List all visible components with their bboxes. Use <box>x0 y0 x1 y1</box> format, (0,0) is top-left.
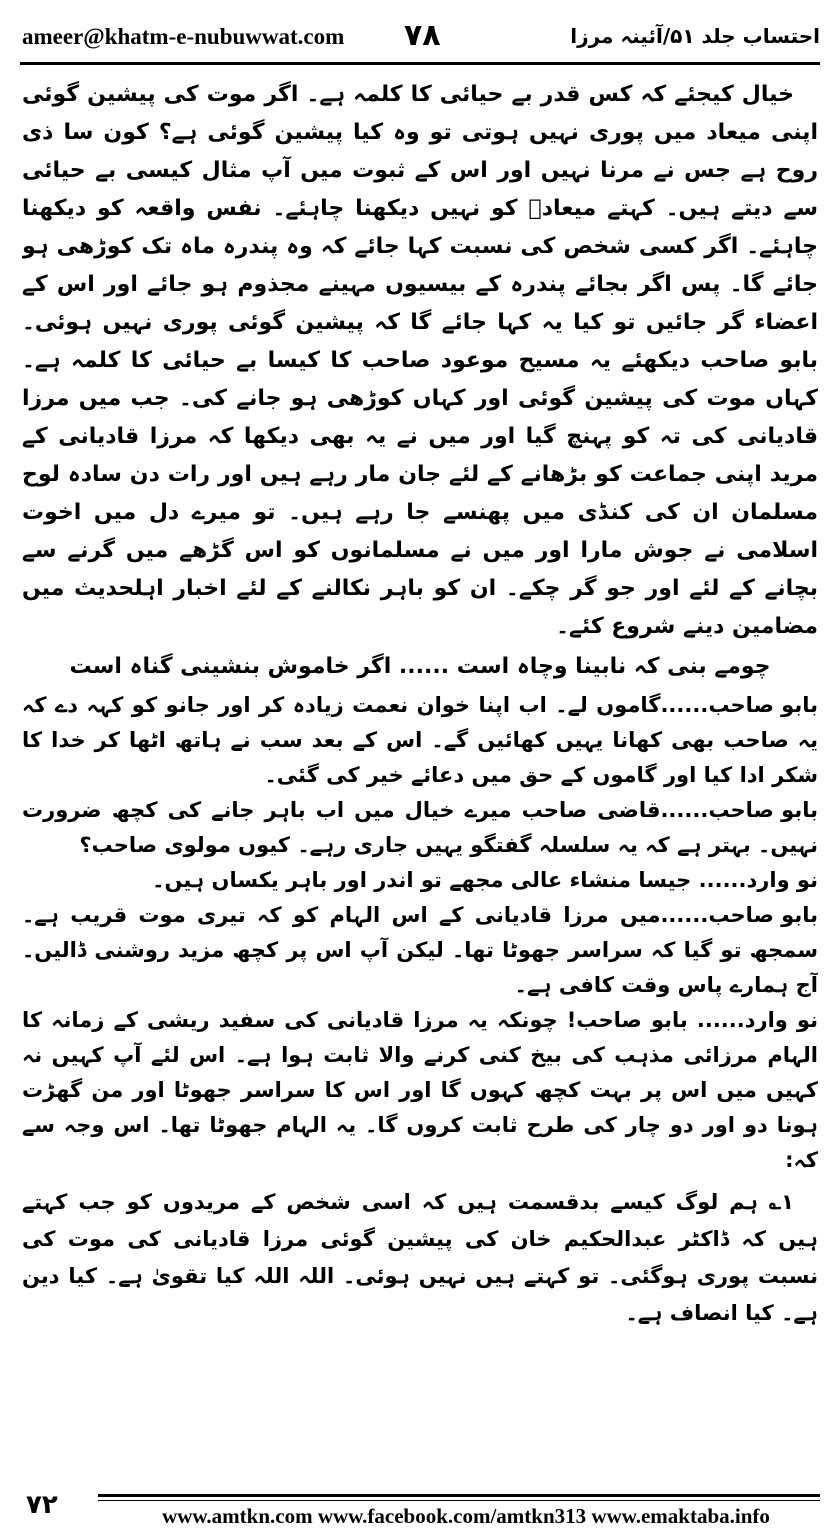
header-rule <box>20 62 820 65</box>
dialogue-speaker: بابو صاحب...... <box>660 798 818 822</box>
page-header <box>22 14 820 58</box>
footer-rule-thin <box>98 1500 820 1501</box>
footer-page-number: ۷۲ <box>26 1490 58 1520</box>
dialogue-line <box>22 793 818 863</box>
dialogue-line <box>22 688 818 793</box>
dialogue-line <box>22 898 818 1003</box>
dialogue-text: میں مرزا قادیانی کے اس الہام کو کہ تیری موت قریب ہے۔ سمجھ تو گیا کہ سراسر جھوٹا تھا۔ لیکن آپ اس پر کچھ مزید روشنی ڈالیں۔ آج ہمارے پاس وقت کافی ہے۔ <box>22 903 818 997</box>
dialogue-line <box>22 1003 818 1178</box>
dialogue-speaker: نو وارد...... <box>698 868 818 892</box>
dialogue-speaker: بابو صاحب...... <box>660 903 818 927</box>
footer-links: www.amtkn.com www.facebook.com/amtkn313 www.emaktaba.info <box>162 1504 770 1528</box>
dialogue-speaker: نو وارد...... <box>696 1008 818 1032</box>
footer-rule-thick <box>98 1494 820 1497</box>
dialogue-speaker: بابو صاحب...... <box>660 693 818 717</box>
page-body <box>22 76 818 1448</box>
header-title: احتساب جلد ۵۱/آئینہ مرزا <box>570 24 820 48</box>
dialogue-text: جیسا منشاء عالی مجھے تو اندر اور باہر یکساں ہیں۔ <box>152 868 692 892</box>
footnote-text: ۱؎ ہم لوگ کیسے بدقسمت ہیں کہ اسی شخص کے مریدوں کو جب کہتے ہیں کہ ڈاکٹر عبدالحکیم خان کی پیشین گوئی مرزا قادیانی کی موت کی نسبت پوری ہوگئی۔ تو کہتے ہیں نہیں ہوئی۔ اللہ اللہ کیا تقویٰ ہے۔ کیا دین ہے۔ کیا انصاف ہے۔ <box>22 1190 818 1325</box>
dialogue-text: قاضی صاحب میرے خیال میں اب باہر جانے کی کچھ ضرورت نہیں۔ بہتر ہے کہ یہ سلسلہ گفتگو یہیں جاری رہے۔ کیوں مولوی صاحب؟ <box>22 798 818 857</box>
persian-verse: چومے بنی کہ نابینا وچاہ است ...... اگر خاموش بنشینی گناہ است <box>69 654 771 679</box>
body-paragraph: خیال کیجئے کہ کس قدر بے حیائی کا کلمہ ہے۔ اگر موت کی پیشین گوئی اپنی میعاد میں پوری نہیں ہوتی تو وہ کیا پیشین گوئی ہے؟ کون سا ذی روح ہے جس نے مرنا نہیں اور اس کے ثبوت میں آپ مثال کیسی بے حیائی سے دیتے ہیں۔ کہتے میعادؔ کو نہیں دیکھنا چاہئے۔ نفس واقعہ کو دیکھنا چاہئے۔ اگر کسی شخص کی نسبت کہا جائے کہ وہ پندرہ ماہ تک کوڑھی ہو جائے گا۔ پس اگر بجائے پندرہ کے بیسیوں مہینے مجذوم ہو جائے اور اس کے اعضاء گر جائیں تو کیا یہ کہا جائے گا کہ پیشین گوئی پوری نہیں ہوئی۔ بابو صاحب دیکھئے یہ مسیح موعود صاحب کا کیسا بے حیائی کا کلمہ ہے۔ کہاں موت کی پیشین گوئی اور کہاں کوڑھی ہو جانے کی۔ جب میں مرزا قادیانی کی تہ کو پہنچ گیا اور میں نے یہ بھی دیکھا کہ مرزا قادیانی کے مرید اپنی جماعت کو بڑھانے کے لئے جان مار رہے ہیں اور رات دن سادہ لوح مسلمان ان کی کنڈی میں پھنسے جا رہے ہیں۔ تو میرے دل میں اخوت اسلامی نے جوش مارا اور میں نے مسلمانوں کو اس گڑھے میں گرنے سے بچانے کے لئے اور جو گر چکے۔ ان کو باہر نکالنے کے لئے اخبار اہلحدیث میں مضامین دینے شروع کئے۔ <box>22 82 818 639</box>
footnote-block <box>22 1184 818 1332</box>
dialogue-text: بابو صاحب! چونکہ یہ مرزا قادیانی کی سفید ریشی کے زمانہ کا الہام مرزائی مذہب کی بیخ کنی کرنے والا ثابت ہوا ہے۔ اس لئے آپ کہیں نہ کہیں میں اس پر بہت کچھ کہوں گا اور اس کا سراسر جھوٹا اور من گھڑت ہونا دو اور دو چار کی طرح ثابت کروں گا۔ یہ الہام جھوٹا تھا۔ اس وجہ سے کہ: <box>22 1008 818 1172</box>
header-page-number: ۷۸ <box>404 18 441 53</box>
dialogue-line <box>22 863 818 898</box>
dialogue-text: گاموں لے۔ اب اپنا خوان نعمت زیادہ کر اور جانو کو کہہ دے کہ یہ صاحب بھی کھانا یہیں کھائیں گے۔ اس کے بعد سب نے ہاتھ اٹھا کر خدا کا شکر ادا کیا اور گاموں کے حق میں دعائے خیر کی گئی۔ <box>22 693 818 787</box>
header-email: ameer@khatm-e-nubuwwat.com <box>22 24 345 49</box>
page-footer <box>20 1490 820 1534</box>
